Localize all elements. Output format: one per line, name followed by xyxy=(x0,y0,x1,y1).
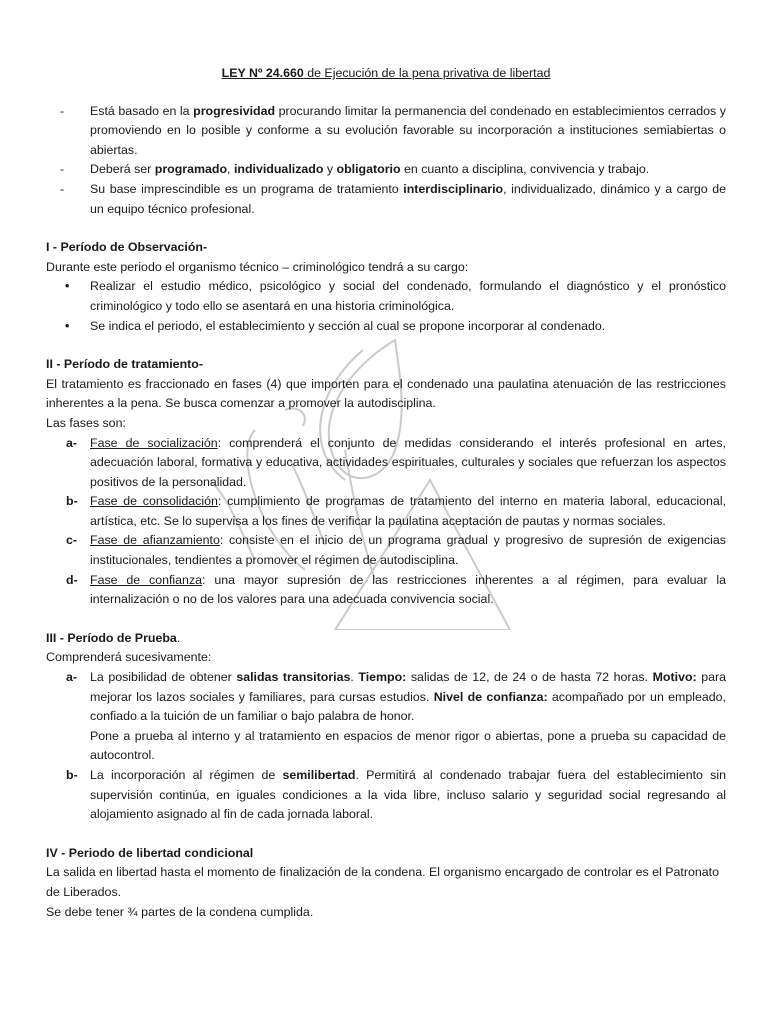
phase-list xyxy=(46,434,726,610)
section-libertad xyxy=(46,844,726,922)
list-item: • Realizar el estudio médico, psicológico y social del condenado, formulando el diagnóstico y el pronóstico criminológico y todo ello se asentará en una historia criminológica. xyxy=(65,279,726,313)
document-page xyxy=(46,64,726,922)
prueba-item: b- La incorporación al régimen de semilibertad. Permitirá al condenado trabajar fuera del establecimiento sin supervisión continúa, en iguales condiciones a la vida libre, incluso salario y seguridad social regresando al alojamiento asignado al fin de cada jornada laboral. xyxy=(66,768,726,822)
dash-marker: - xyxy=(60,103,65,118)
section-lead: El tratamiento es fraccionado en fases (4) que importen para el condenado una paulatina atenuación de las restricciones inherentes a la pena. Se busca comenzar a promover la autodisciplina. xyxy=(46,376,726,411)
document-title xyxy=(46,64,726,84)
bullet-list xyxy=(46,277,726,336)
section-paragraph: Se debe tener ¾ partes de la condena cumplida. xyxy=(46,904,314,919)
prueba-item: a- La posibilidad de obtener salidas transitorias. Tiempo: salidas de 12, de 24 o de hasta 72 horas. Motivo: para mejorar los lazos sociales y familiares, para cursas estudios. Nivel de confianza: acompañado por un empleado, confiado a la tuición de un familiar o bajo palabra de honor. Pone a prueba al interno y al tratamiento en espacios de menor rigor o abiertas, pone a prueba su capacidad de autocontrol. xyxy=(46,668,726,766)
section-lead: Durante este periodo el organismo técnico – criminológico tendrá a su cargo: xyxy=(46,259,469,274)
section-paragraph: La salida en libertad hasta el momento de finalización de la condena. El organismo encargado de controlar es el Patronato de Liberados. xyxy=(46,865,719,899)
bullet-marker: • xyxy=(65,279,70,294)
phase-item: b- Fase de consolidación: cumplimiento de programas de tratamiento del interno en materia laboral, educacional, artística, etc. Se lo supervisa a los fines de verificar la paulatina aceptación de pautas y normas sociales. xyxy=(66,494,727,528)
law-number: LEY Nº 24.660 xyxy=(221,66,304,80)
phase-item: d- Fase de confianza: una mayor supresión de las restricciones inherentes a al régimen, para evaluar la internalización o no de los valores para una adecuada convivencia social. xyxy=(66,572,726,607)
list-item: • Se indica el periodo, el establecimiento y sección al cual se propone incorporar al condenado. xyxy=(46,317,726,337)
dash-marker: - xyxy=(60,181,65,196)
intro-item: - Está basado en la progresividad procurando limitar la permanencia del condenado en establecimientos cerrados y promoviendo en lo posible y conforme a su evolución favorable su incorporación a instituciones semiabiertas o abiertas. xyxy=(60,103,727,157)
dash-marker: - xyxy=(60,162,65,177)
section-observacion xyxy=(46,238,726,336)
law-title-rest: de Ejecución de la pena privativa de libertad xyxy=(303,66,551,80)
section-heading: IV - Periodo de libertad condicional xyxy=(46,845,254,860)
intro-item: - Deberá ser programado, individualizado y obligatorio en cuanto a disciplina, convivencia y trabajo. xyxy=(46,160,726,180)
intro-list xyxy=(46,102,726,220)
prueba-list xyxy=(46,668,726,825)
prueba-extra: Pone a prueba al interno y al tratamiento en espacios de menor rigor o abiertas, pone a prueba su capacidad de autocontrol. xyxy=(90,728,726,763)
section-tratamiento xyxy=(46,355,726,610)
section-lead-2: Las fases son: xyxy=(46,415,126,430)
phase-item: c- Fase de afianzamiento: consiste en el inicio de un programa gradual y progresivo de supresión de exigencias institucionales, tendientes a promover el régimen de autodisciplina. xyxy=(66,533,726,568)
bullet-marker: • xyxy=(65,318,70,333)
section-heading: II - Período de tratamiento- xyxy=(46,357,203,372)
intro-item: - Su base imprescindible es un programa de tratamiento interdisciplinario, individualizado, dinámico y a cargo de un equipo técnico profesional. xyxy=(60,181,726,216)
section-heading: III - Período de Prueba. xyxy=(46,630,181,645)
section-lead: Comprenderá sucesivamente: xyxy=(46,650,212,665)
section-heading: I - Período de Observación- xyxy=(46,240,208,255)
phase-item: a- Fase de socialización: comprenderá el conjunto de medidas considerando el interés profesional en artes, adecuación laboral, formativa y educativa, actividades espirituales, culturales y sociales que refuerzan los aspectos positivos de la personalidad. xyxy=(66,435,727,489)
section-prueba xyxy=(46,629,726,825)
